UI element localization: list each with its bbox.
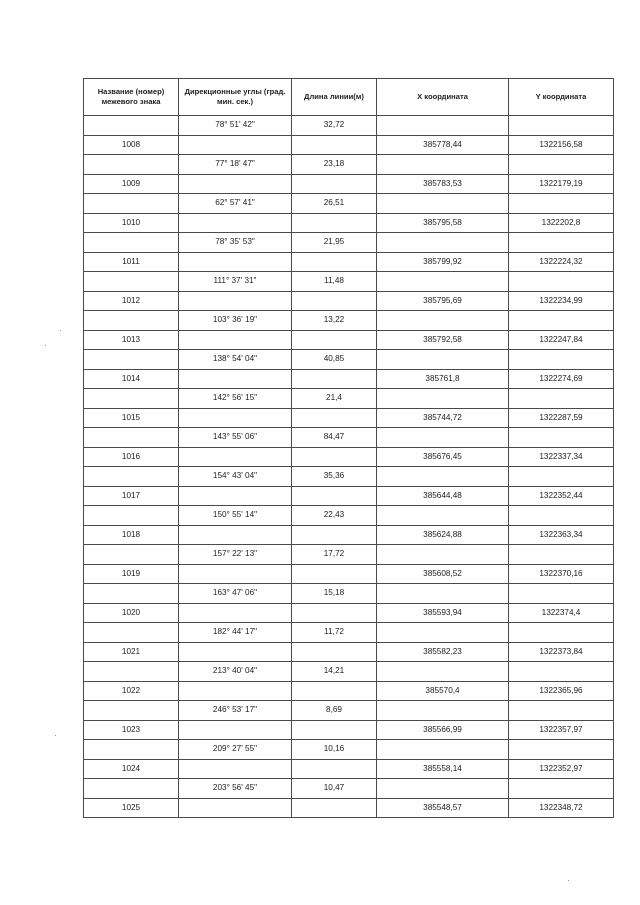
x-coordinate-cell: 385558,14 [377, 759, 509, 779]
mark-name-cell: 1017 [84, 486, 179, 506]
x-coordinate-cell: 385792,58 [377, 330, 509, 350]
table-body [84, 116, 614, 818]
segment-row [84, 623, 614, 643]
empty-cell [509, 584, 614, 604]
scan-speck [568, 880, 569, 881]
line-length-cell: 10,47 [292, 779, 377, 799]
line-length-cell: 22,43 [292, 506, 377, 526]
line-length-cell: 26,51 [292, 194, 377, 214]
mark-name-cell: 1010 [84, 213, 179, 233]
x-coordinate-cell: 385744,72 [377, 408, 509, 428]
point-row [84, 135, 614, 155]
empty-cell [84, 155, 179, 175]
direction-angle-cell: 78° 51' 42" [179, 116, 292, 136]
empty-cell [509, 506, 614, 526]
empty-cell [292, 642, 377, 662]
mark-name-cell: 1015 [84, 408, 179, 428]
point-row [84, 330, 614, 350]
x-coordinate-cell: 385795,58 [377, 213, 509, 233]
mark-name-cell: 1024 [84, 759, 179, 779]
header-x-coordinate: X координата [377, 79, 509, 116]
point-row [84, 408, 614, 428]
point-row [84, 759, 614, 779]
empty-cell [292, 681, 377, 701]
segment-row [84, 272, 614, 292]
header-direction-angle: Дирекционные углы (град. мин. сек.) [179, 79, 292, 116]
direction-angle-cell: 77° 18' 47" [179, 155, 292, 175]
line-length-cell: 35,36 [292, 467, 377, 487]
point-row [84, 447, 614, 467]
line-length-cell: 10,16 [292, 740, 377, 760]
empty-cell [377, 584, 509, 604]
mark-name-cell: 1020 [84, 603, 179, 623]
empty-cell [377, 233, 509, 253]
empty-cell [292, 564, 377, 584]
empty-cell [377, 467, 509, 487]
empty-cell [377, 116, 509, 136]
line-length-cell: 84,47 [292, 428, 377, 448]
segment-row [84, 233, 614, 253]
empty-cell [84, 311, 179, 331]
mark-name-cell: 1025 [84, 798, 179, 818]
mark-name-cell: 1012 [84, 291, 179, 311]
empty-cell [179, 564, 292, 584]
direction-angle-cell: 62° 57' 41" [179, 194, 292, 214]
empty-cell [84, 428, 179, 448]
point-row [84, 798, 614, 818]
x-coordinate-cell: 385593,94 [377, 603, 509, 623]
y-coordinate-cell: 1322357,97 [509, 720, 614, 740]
empty-cell [377, 779, 509, 799]
empty-cell [509, 779, 614, 799]
line-length-cell: 23,18 [292, 155, 377, 175]
empty-cell [377, 311, 509, 331]
direction-angle-cell: 157° 22' 13" [179, 545, 292, 565]
empty-cell [509, 467, 614, 487]
mark-name-cell: 1013 [84, 330, 179, 350]
empty-cell [292, 525, 377, 545]
empty-cell [179, 681, 292, 701]
empty-cell [292, 213, 377, 233]
line-length-cell: 21,95 [292, 233, 377, 253]
empty-cell [179, 291, 292, 311]
scan-speck [55, 735, 56, 736]
segment-row [84, 194, 614, 214]
x-coordinate-cell: 385799,92 [377, 252, 509, 272]
point-row [84, 681, 614, 701]
y-coordinate-cell: 1322156,58 [509, 135, 614, 155]
segment-row [84, 389, 614, 409]
point-row [84, 720, 614, 740]
y-coordinate-cell: 1322352,44 [509, 486, 614, 506]
empty-cell [179, 525, 292, 545]
segment-row [84, 506, 614, 526]
empty-cell [84, 389, 179, 409]
empty-cell [84, 545, 179, 565]
empty-cell [377, 740, 509, 760]
empty-cell [179, 798, 292, 818]
empty-cell [377, 545, 509, 565]
empty-cell [84, 350, 179, 370]
empty-cell [509, 311, 614, 331]
scan-speck [45, 345, 46, 346]
empty-cell [179, 135, 292, 155]
empty-cell [292, 252, 377, 272]
x-coordinate-cell: 385548,57 [377, 798, 509, 818]
mark-name-cell: 1009 [84, 174, 179, 194]
empty-cell [509, 389, 614, 409]
mark-name-cell: 1014 [84, 369, 179, 389]
empty-cell [179, 759, 292, 779]
empty-cell [509, 194, 614, 214]
segment-row [84, 155, 614, 175]
segment-row [84, 350, 614, 370]
mark-name-cell: 1016 [84, 447, 179, 467]
y-coordinate-cell: 1322179,19 [509, 174, 614, 194]
y-coordinate-cell: 1322374,4 [509, 603, 614, 623]
direction-angle-cell: 103° 36' 19" [179, 311, 292, 331]
empty-cell [292, 330, 377, 350]
x-coordinate-cell: 385624,88 [377, 525, 509, 545]
point-row [84, 252, 614, 272]
direction-angle-cell: 78° 35' 53" [179, 233, 292, 253]
empty-cell [179, 369, 292, 389]
x-coordinate-cell: 385566,99 [377, 720, 509, 740]
empty-cell [509, 233, 614, 253]
segment-row [84, 662, 614, 682]
y-coordinate-cell: 1322370,16 [509, 564, 614, 584]
empty-cell [377, 194, 509, 214]
empty-cell [179, 642, 292, 662]
direction-angle-cell: 203° 56' 45" [179, 779, 292, 799]
x-coordinate-cell: 385676,45 [377, 447, 509, 467]
line-length-cell: 14,21 [292, 662, 377, 682]
y-coordinate-cell: 1322234,99 [509, 291, 614, 311]
segment-row [84, 779, 614, 799]
line-length-cell: 11,72 [292, 623, 377, 643]
line-length-cell: 21,4 [292, 389, 377, 409]
x-coordinate-cell: 385761,8 [377, 369, 509, 389]
x-coordinate-cell: 385778,44 [377, 135, 509, 155]
empty-cell [509, 428, 614, 448]
empty-cell [377, 389, 509, 409]
y-coordinate-cell: 1322274,69 [509, 369, 614, 389]
line-length-cell: 15,18 [292, 584, 377, 604]
empty-cell [292, 408, 377, 428]
mark-name-cell: 1021 [84, 642, 179, 662]
empty-cell [84, 779, 179, 799]
empty-cell [179, 447, 292, 467]
empty-cell [509, 545, 614, 565]
line-length-cell: 11,48 [292, 272, 377, 292]
header-line-length: Длина линии(м) [292, 79, 377, 116]
empty-cell [292, 603, 377, 623]
point-row [84, 369, 614, 389]
point-row [84, 525, 614, 545]
scan-speck [60, 330, 61, 331]
point-row [84, 174, 614, 194]
empty-cell [292, 486, 377, 506]
point-row [84, 213, 614, 233]
empty-cell [179, 408, 292, 428]
y-coordinate-cell: 1322363,34 [509, 525, 614, 545]
empty-cell [84, 506, 179, 526]
empty-cell [377, 662, 509, 682]
y-coordinate-cell: 1322352,97 [509, 759, 614, 779]
empty-cell [509, 116, 614, 136]
y-coordinate-cell: 1322224,32 [509, 252, 614, 272]
empty-cell [84, 116, 179, 136]
empty-cell [179, 486, 292, 506]
empty-cell [509, 623, 614, 643]
boundary-coordinates-table [83, 78, 614, 818]
x-coordinate-cell: 385795,69 [377, 291, 509, 311]
direction-angle-cell: 142° 56' 15" [179, 389, 292, 409]
empty-cell [292, 720, 377, 740]
mark-name-cell: 1023 [84, 720, 179, 740]
x-coordinate-cell: 385570,4 [377, 681, 509, 701]
y-coordinate-cell: 1322348,72 [509, 798, 614, 818]
empty-cell [292, 759, 377, 779]
direction-angle-cell: 150° 55' 14" [179, 506, 292, 526]
empty-cell [179, 603, 292, 623]
segment-row [84, 584, 614, 604]
empty-cell [179, 720, 292, 740]
point-row [84, 291, 614, 311]
empty-cell [377, 155, 509, 175]
direction-angle-cell: 182° 44' 17" [179, 623, 292, 643]
x-coordinate-cell: 385783,53 [377, 174, 509, 194]
line-length-cell: 40,85 [292, 350, 377, 370]
y-coordinate-cell: 1322373,84 [509, 642, 614, 662]
line-length-cell: 13,22 [292, 311, 377, 331]
empty-cell [292, 174, 377, 194]
point-row [84, 486, 614, 506]
empty-cell [179, 252, 292, 272]
point-row [84, 603, 614, 623]
empty-cell [292, 447, 377, 467]
direction-angle-cell: 163° 47' 06" [179, 584, 292, 604]
empty-cell [179, 213, 292, 233]
mark-name-cell: 1008 [84, 135, 179, 155]
direction-angle-cell: 154° 43' 04" [179, 467, 292, 487]
x-coordinate-cell: 385582,23 [377, 642, 509, 662]
empty-cell [84, 740, 179, 760]
empty-cell [377, 506, 509, 526]
empty-cell [84, 272, 179, 292]
empty-cell [84, 584, 179, 604]
empty-cell [179, 330, 292, 350]
empty-cell [292, 369, 377, 389]
empty-cell [292, 798, 377, 818]
point-row [84, 564, 614, 584]
empty-cell [84, 194, 179, 214]
segment-row [84, 740, 614, 760]
y-coordinate-cell: 1322337,34 [509, 447, 614, 467]
segment-row [84, 311, 614, 331]
y-coordinate-cell: 1322202,8 [509, 213, 614, 233]
x-coordinate-cell: 385644,48 [377, 486, 509, 506]
segment-row [84, 545, 614, 565]
direction-angle-cell: 138° 54' 04" [179, 350, 292, 370]
empty-cell [84, 662, 179, 682]
y-coordinate-cell: 1322287,59 [509, 408, 614, 428]
y-coordinate-cell: 1322365,96 [509, 681, 614, 701]
point-row [84, 642, 614, 662]
empty-cell [292, 291, 377, 311]
empty-cell [377, 350, 509, 370]
direction-angle-cell: 246° 53' 17" [179, 701, 292, 721]
header-y-coordinate: Y координата [509, 79, 614, 116]
empty-cell [377, 701, 509, 721]
empty-cell [84, 623, 179, 643]
direction-angle-cell: 111° 37' 31" [179, 272, 292, 292]
empty-cell [509, 740, 614, 760]
direction-angle-cell: 143° 55' 06" [179, 428, 292, 448]
direction-angle-cell: 213° 40' 04" [179, 662, 292, 682]
empty-cell [377, 428, 509, 448]
empty-cell [377, 272, 509, 292]
mark-name-cell: 1019 [84, 564, 179, 584]
empty-cell [292, 135, 377, 155]
direction-angle-cell: 209° 27' 55" [179, 740, 292, 760]
x-coordinate-cell: 385608,52 [377, 564, 509, 584]
empty-cell [377, 623, 509, 643]
empty-cell [509, 272, 614, 292]
empty-cell [84, 701, 179, 721]
segment-row [84, 467, 614, 487]
segment-row [84, 116, 614, 136]
table-header-row [84, 79, 614, 116]
mark-name-cell: 1011 [84, 252, 179, 272]
mark-name-cell: 1022 [84, 681, 179, 701]
empty-cell [179, 174, 292, 194]
mark-name-cell: 1018 [84, 525, 179, 545]
empty-cell [84, 233, 179, 253]
empty-cell [509, 701, 614, 721]
segment-row [84, 701, 614, 721]
empty-cell [509, 662, 614, 682]
line-length-cell: 32,72 [292, 116, 377, 136]
empty-cell [84, 467, 179, 487]
y-coordinate-cell: 1322247,84 [509, 330, 614, 350]
line-length-cell: 17,72 [292, 545, 377, 565]
header-mark-name: Название (номер) межевого знака [84, 79, 179, 116]
empty-cell [509, 350, 614, 370]
empty-cell [509, 155, 614, 175]
line-length-cell: 8,69 [292, 701, 377, 721]
segment-row [84, 428, 614, 448]
